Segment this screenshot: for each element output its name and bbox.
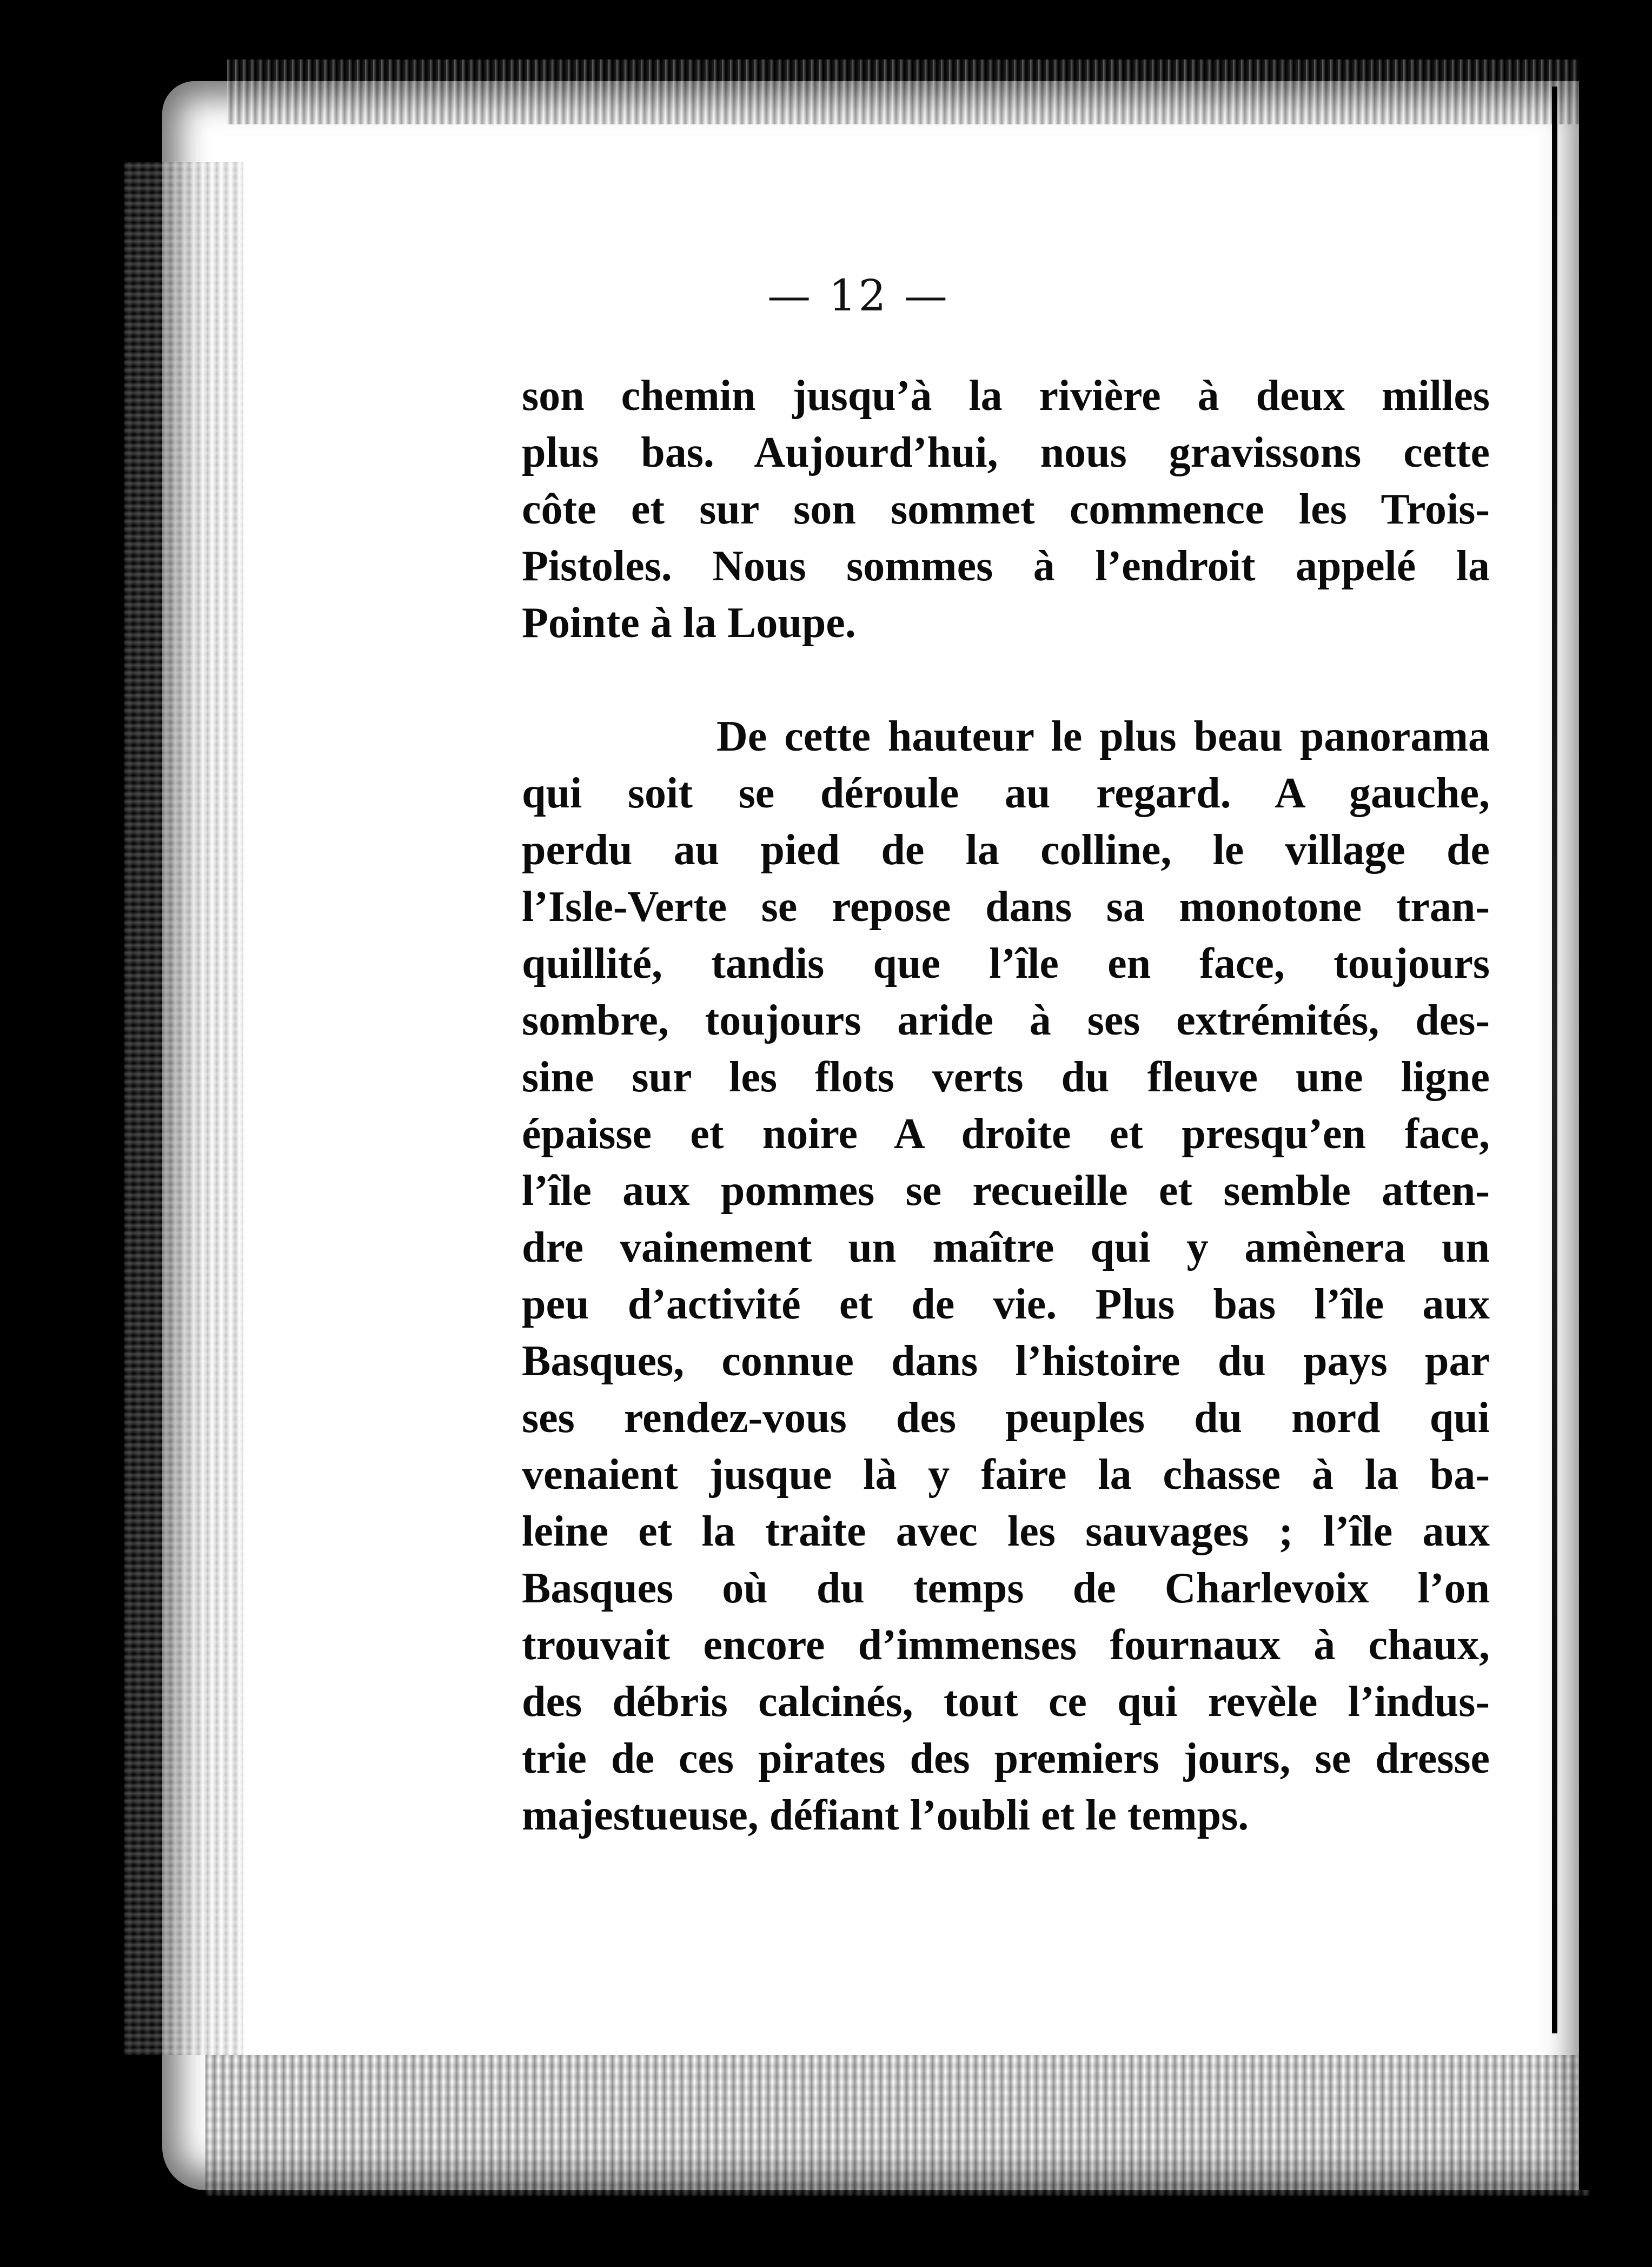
text-line: épaisse et noire A droite et presqu’en face, [522, 1110, 1490, 1158]
text-line: majestueuse, défiant l’oubli et le temps. [522, 1792, 1249, 1839]
text-line: Pistoles. Nous sommes à l’endroit appelé la [522, 542, 1490, 590]
text-line: l’Isle-Verte se repose dans sa monotone tran- [522, 883, 1490, 931]
text-line: sombre, toujours aride à ses extrémités, des- [522, 997, 1490, 1044]
text-line: dre vainement un maître qui y amènera un [522, 1224, 1490, 1271]
text-line: peu d’activité et de vie. Plus bas l’île aux [522, 1281, 1490, 1328]
torn-edge-left [124, 162, 243, 2055]
page-number: — 12 — [767, 270, 950, 321]
text-line: Pointe à la Loupe. [522, 599, 856, 647]
binding-shadow-right [1552, 87, 1557, 2033]
text-line: côte et sur son sommet commence les Trois- [522, 486, 1490, 533]
text-line: leine et la traite avec les sauvages ; l’île aux [522, 1508, 1490, 1555]
torn-edge-bottom [205, 2055, 1590, 2196]
text-line: des débris calcinés, tout ce qui revèle l’indus- [522, 1678, 1490, 1726]
text-line: ses rendez-vous des peuples du nord qui [522, 1394, 1490, 1442]
text-line: De cette hauteur le plus beau panorama [716, 713, 1490, 760]
text-line: venaient jusque là y faire la chasse à la ba- [522, 1451, 1490, 1499]
text-line: perdu au pied de la colline, le village de [522, 826, 1490, 874]
text-line: quillité, tandis que l’île en face, toujours [522, 940, 1490, 987]
text-line: Basques où du temps de Charlevoix l’on [522, 1565, 1490, 1612]
scan-border-right [1579, 54, 1595, 2190]
text-line: l’île aux pommes se recueille et semble atten- [522, 1167, 1490, 1215]
text-line: trie de ces pirates des premiers jours, se dresse [522, 1735, 1490, 1782]
text-line: qui soit se déroule au regard. A gauche, [522, 770, 1490, 817]
text-line: Basques, connue dans l’histoire du pays par [522, 1337, 1490, 1385]
text-line: trouvait encore d’immenses fournaux à chaux, [522, 1621, 1490, 1669]
text-line: son chemin jusqu’à la rivière à deux milles [522, 372, 1490, 420]
paragraph-2 [522, 708, 1490, 1844]
body-text [522, 368, 1490, 1844]
text-line: sine sur les flots verts du fleuve une ligne [522, 1053, 1490, 1101]
torn-edge-top [227, 59, 1579, 124]
paragraph-1 [522, 368, 1490, 652]
text-line: plus bas. Aujourd’hui, nous gravissons cette [522, 429, 1490, 476]
